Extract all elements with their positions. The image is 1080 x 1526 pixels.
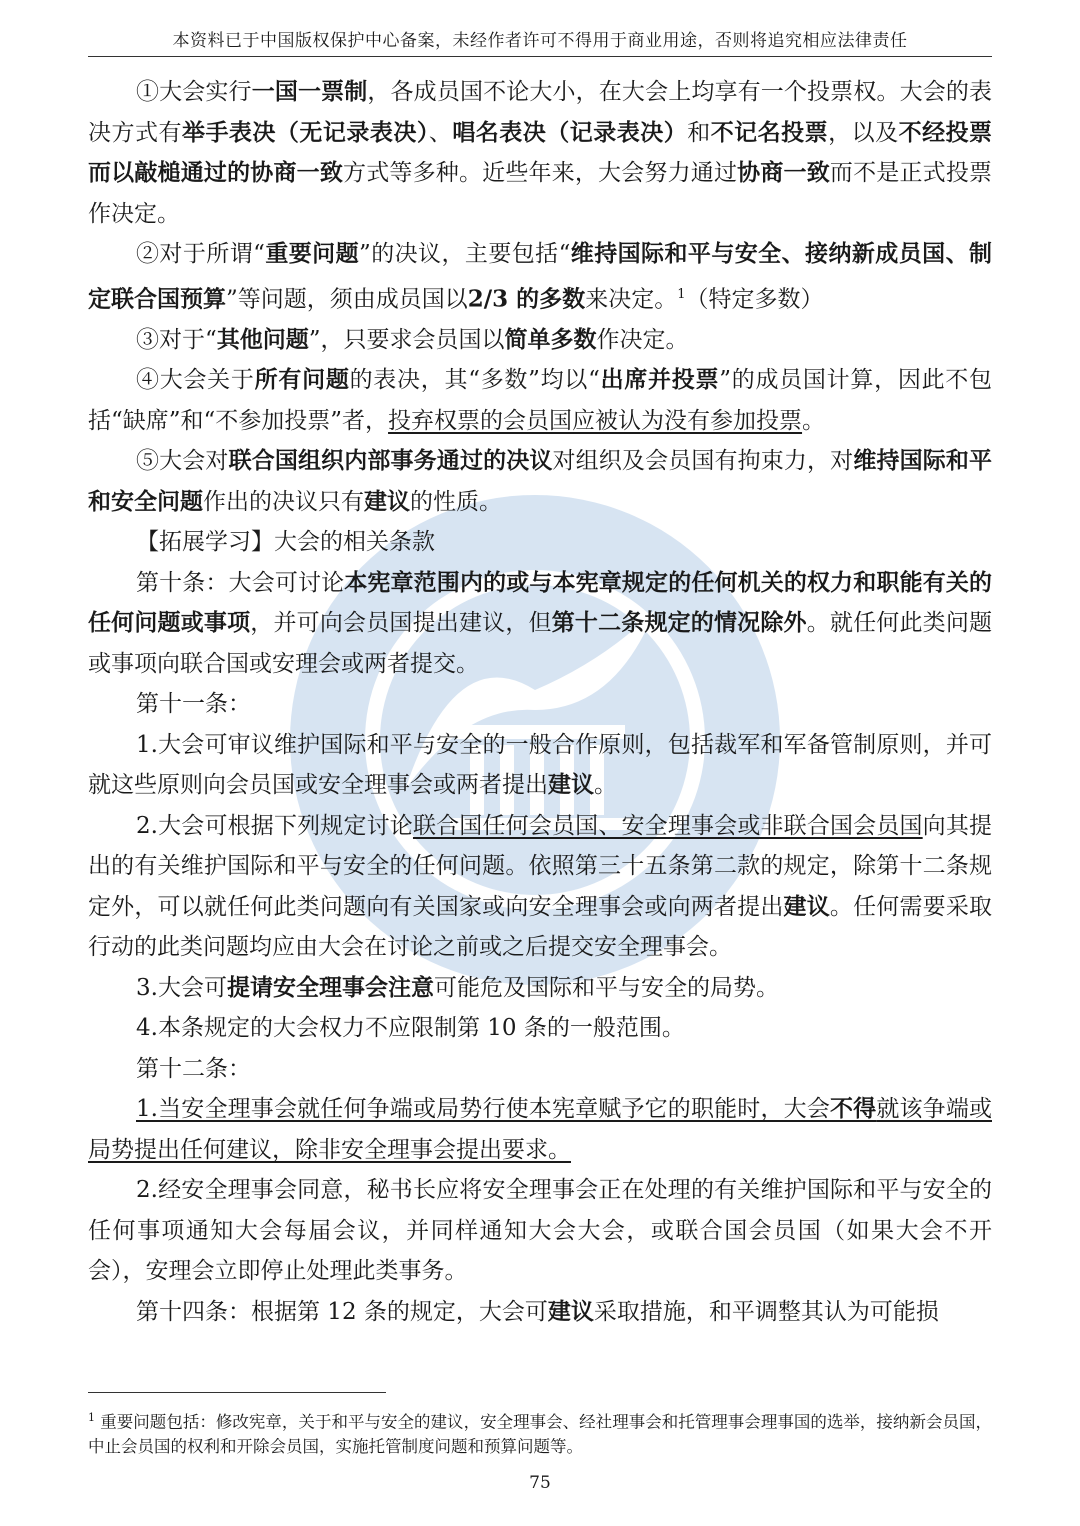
paragraph-important-questions: ②对于所谓“重要问题”的决议，主要包括“维持国际和平与安全、接纳新成员国、制定联合国预算”等问题，须由成员国以2/3 的多数来决定。$^1$（特定多数）	[88, 240, 992, 313]
header-divider	[88, 56, 992, 57]
paragraph-majority-count: ④大会关于所有问题的表决，其“多数”均以“出席并投票”的成员国计算，因此不包括“缺席”和“不参加投票”者，投弃权票的会员国应被认为没有参加投票。	[88, 366, 993, 434]
paragraph-resolution-effect: ⑤大会对联合国组织内部事务通过的决议对组织及会员国有拘束力，对维持国际和平和安全问题作出的决议只有建议的性质。	[88, 447, 993, 515]
paragraph-article-11-3: 3.大会可提请安全理事会注意可能危及国际和平与安全的局势。	[136, 973, 779, 1001]
page-header: 本资料已于中国版权保护中心备案，未经作者许可不得用于商业用途，否则将追究相应法律责任	[172, 31, 908, 51]
paragraph-article-12-1: 1.当安全理事会就任何争端或局势行使本宪章赋予它的职能时，大会不得就该争端或局势提出任何建议，除非安全理事会提出要求。	[88, 1095, 992, 1163]
document-body	[88, 72, 992, 1332]
footnote-divider	[88, 1392, 386, 1393]
paragraph-article-14: 第十四条：根据第 12 条的规定，大会可建议采取措施，和平调整其认为可能损	[136, 1297, 939, 1325]
paragraph-other-questions: ③对于“其他问题”，只要求会员国以简单多数作决定。	[136, 325, 689, 353]
paragraph-article-11-2: 2.大会可根据下列规定讨论联合国任何会员国、安全理事会或非联合国会员国向其提出的有关维护国际和平与安全的任何问题。依照第三十五条第二款的规定，除第十二条规定外，可以就任何此类问题向有关国家或向安全理事会或向两者提出建议。任何需要采取行动的此类问题均应由大会在讨论之前或之后提交安全理事会。	[88, 812, 993, 961]
paragraph-article-12-2: 2.经安全理事会同意，秘书长应将安全理事会正在处理的有关维护国际和平与安全的任何事项通知大会每届会议，并同样通知大会大会，或联合国会员国（如果大会不开会），安理会立即停止处理此类事务。	[88, 1177, 992, 1285]
paragraph-article-10: 第十条：大会可讨论本宪章范围内的或与本宪章规定的任何机关的权力和职能有关的任何问题或事项，并可向会员国提出建议，但第十二条规定的情况除外。就任何此类问题或事项向联合国或安理会或两者提交。	[88, 568, 993, 677]
heading-article-12: 第十二条：	[136, 1055, 251, 1082]
paragraph-article-11-4: 4.本条规定的大会权力不应限制第 10 条的一般范围。	[136, 1015, 685, 1042]
section-heading-extended-study: 【拓展学习】大会的相关条款	[136, 529, 435, 556]
paragraph-voting-system: ①大会实行一国一票制，各成员国不论大小，在大会上均享有一个投票权。大会的表决方式有举手表决（无记录表决）、唱名表决（记录表决）和不记名投票，以及不经投票而以敲槌通过的协商一致方式等多种。近些年来，大会努力通过协商一致而不是正式投票作决定。	[88, 78, 993, 227]
footnote-reference[interactable]: 1	[677, 286, 686, 302]
paragraph-article-11-1: 1.大会可审议维护国际和平与安全的一般合作原则，包括裁军和军备管制原则，并可就这些原则向会员国或安全理事会或两者提出建议。	[88, 731, 992, 799]
footnote-text: 重要问题包括：修改宪章，关于和平与安全的建议，安全理事会、经社理事会和托管理事会理事国的选举，接纳新会员国，中止会员国的权利和开除会员国，实施托管制度问题和预算问题等。	[88, 1412, 993, 1456]
page-number: 75	[529, 1473, 551, 1493]
footnote-marker: 1	[88, 1411, 95, 1424]
heading-article-11: 第十一条：	[136, 691, 251, 718]
footnote	[88, 1406, 992, 1459]
